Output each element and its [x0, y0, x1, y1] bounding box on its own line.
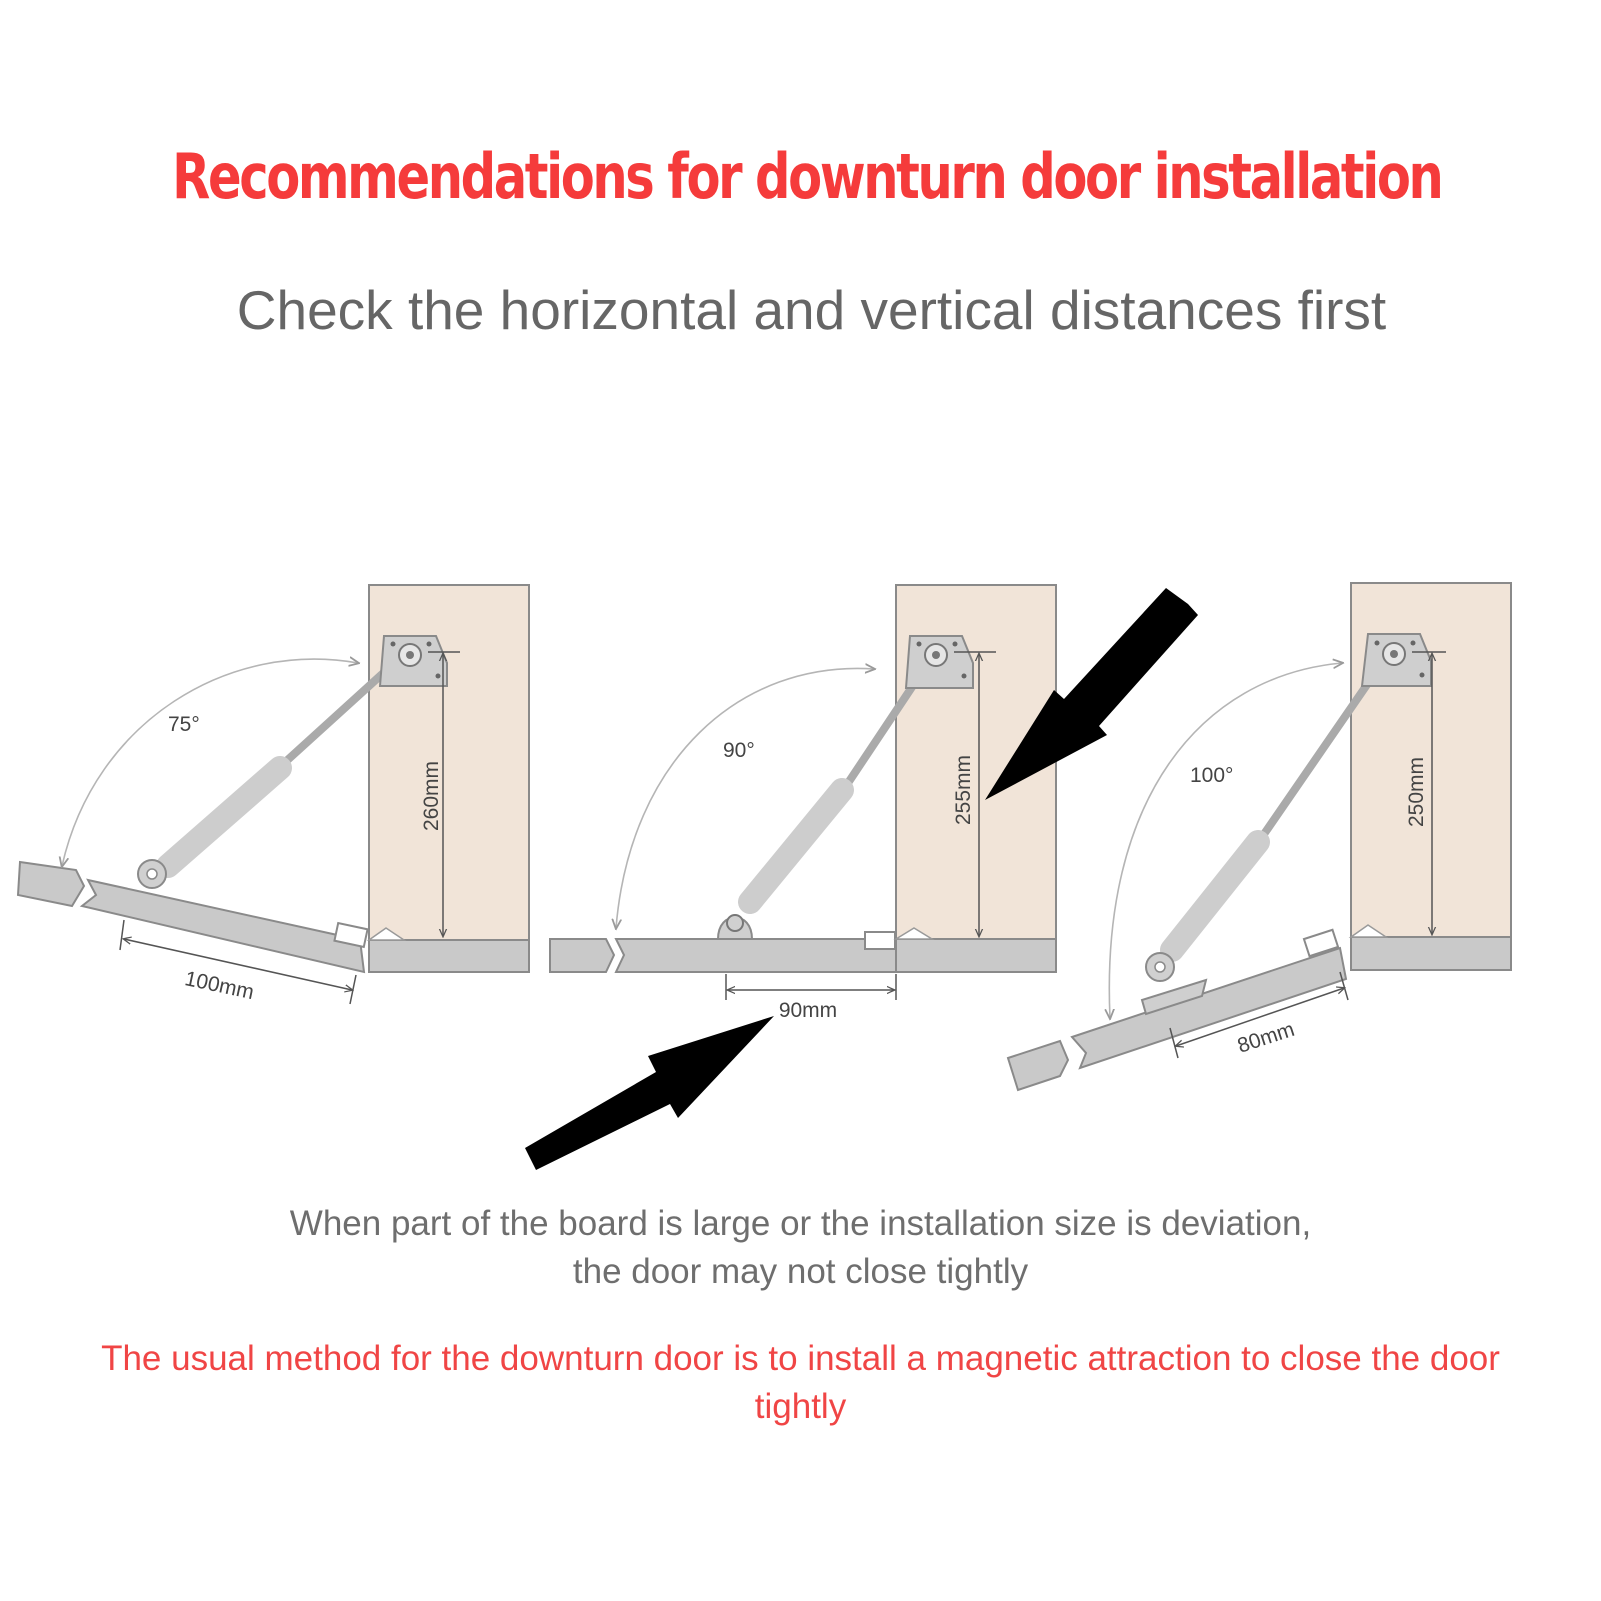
bracket-pivot-center [932, 651, 940, 659]
bracket-screw [427, 642, 432, 647]
bracket-screw [962, 674, 967, 679]
vertical-dimension-label: 255mm [952, 754, 975, 826]
bracket-screw [1420, 673, 1425, 678]
door-panel [616, 939, 896, 972]
door-panel-broken-piece [18, 862, 84, 906]
horizontal-dimension-label: 90mm [778, 999, 838, 1022]
deviation-note [0, 1200, 1601, 1296]
deviation-note-line: the door may not close tightly [572, 1252, 1029, 1291]
cabinet-bottom-board [369, 940, 529, 972]
magnetic-method-line: tightly [754, 1387, 847, 1426]
bracket-screw [1411, 641, 1416, 646]
diagram-100-degree [1008, 583, 1511, 1090]
door-panel [82, 880, 364, 972]
gas-strut-cylinder [168, 768, 280, 866]
gas-strut-cylinder [1172, 842, 1258, 950]
bracket-screw [917, 642, 922, 647]
door-panel [1072, 948, 1346, 1068]
cabinet-bottom-board [896, 939, 1056, 972]
bracket-screw [436, 674, 441, 679]
bracket-pivot-center [406, 651, 414, 659]
page-title: Recommendations for downturn door installation [172, 140, 1442, 213]
gas-strut-cylinder [750, 790, 842, 902]
opening-angle-label: 90° [723, 739, 755, 762]
strut-lower-pivot-hole [147, 869, 157, 879]
cabinet-bottom-board [1351, 937, 1511, 970]
horizontal-dimension-tick [120, 920, 124, 950]
strut-lower-pivot [727, 915, 743, 931]
diagram-90-degree [550, 585, 1056, 1022]
magnetic-catch [865, 932, 895, 949]
bracket-screw [391, 642, 396, 647]
magnetic-method-note [0, 1335, 1601, 1431]
opening-angle-label: 100° [1190, 764, 1234, 787]
bracket-screw [1375, 641, 1380, 646]
vertical-dimension-label: 260mm [420, 760, 443, 832]
horizontal-dimension-label: 80mm [1234, 1017, 1298, 1058]
door-panel-broken-piece [1008, 1041, 1068, 1090]
page-subtitle: Check the horizontal and vertical distances first [236, 279, 1387, 341]
diagram-75-degree [18, 585, 529, 1004]
pointer-arrow-icon [525, 1016, 774, 1170]
strut-lower-pivot-hole [1155, 962, 1165, 972]
opening-angle-label: 75° [168, 713, 200, 736]
vertical-dimension-label: 250mm [1405, 756, 1428, 828]
bracket-pivot-center [1390, 650, 1398, 658]
horizontal-dimension-label: 100mm [182, 967, 256, 1005]
magnetic-method-line: The usual method for the downturn door is to install a magnetic attraction to close the door [101, 1339, 1500, 1378]
door-panel-broken-piece [550, 939, 614, 972]
bracket-screw [953, 642, 958, 647]
deviation-note-line: When part of the board is large or the installation size is deviation, [289, 1204, 1312, 1243]
